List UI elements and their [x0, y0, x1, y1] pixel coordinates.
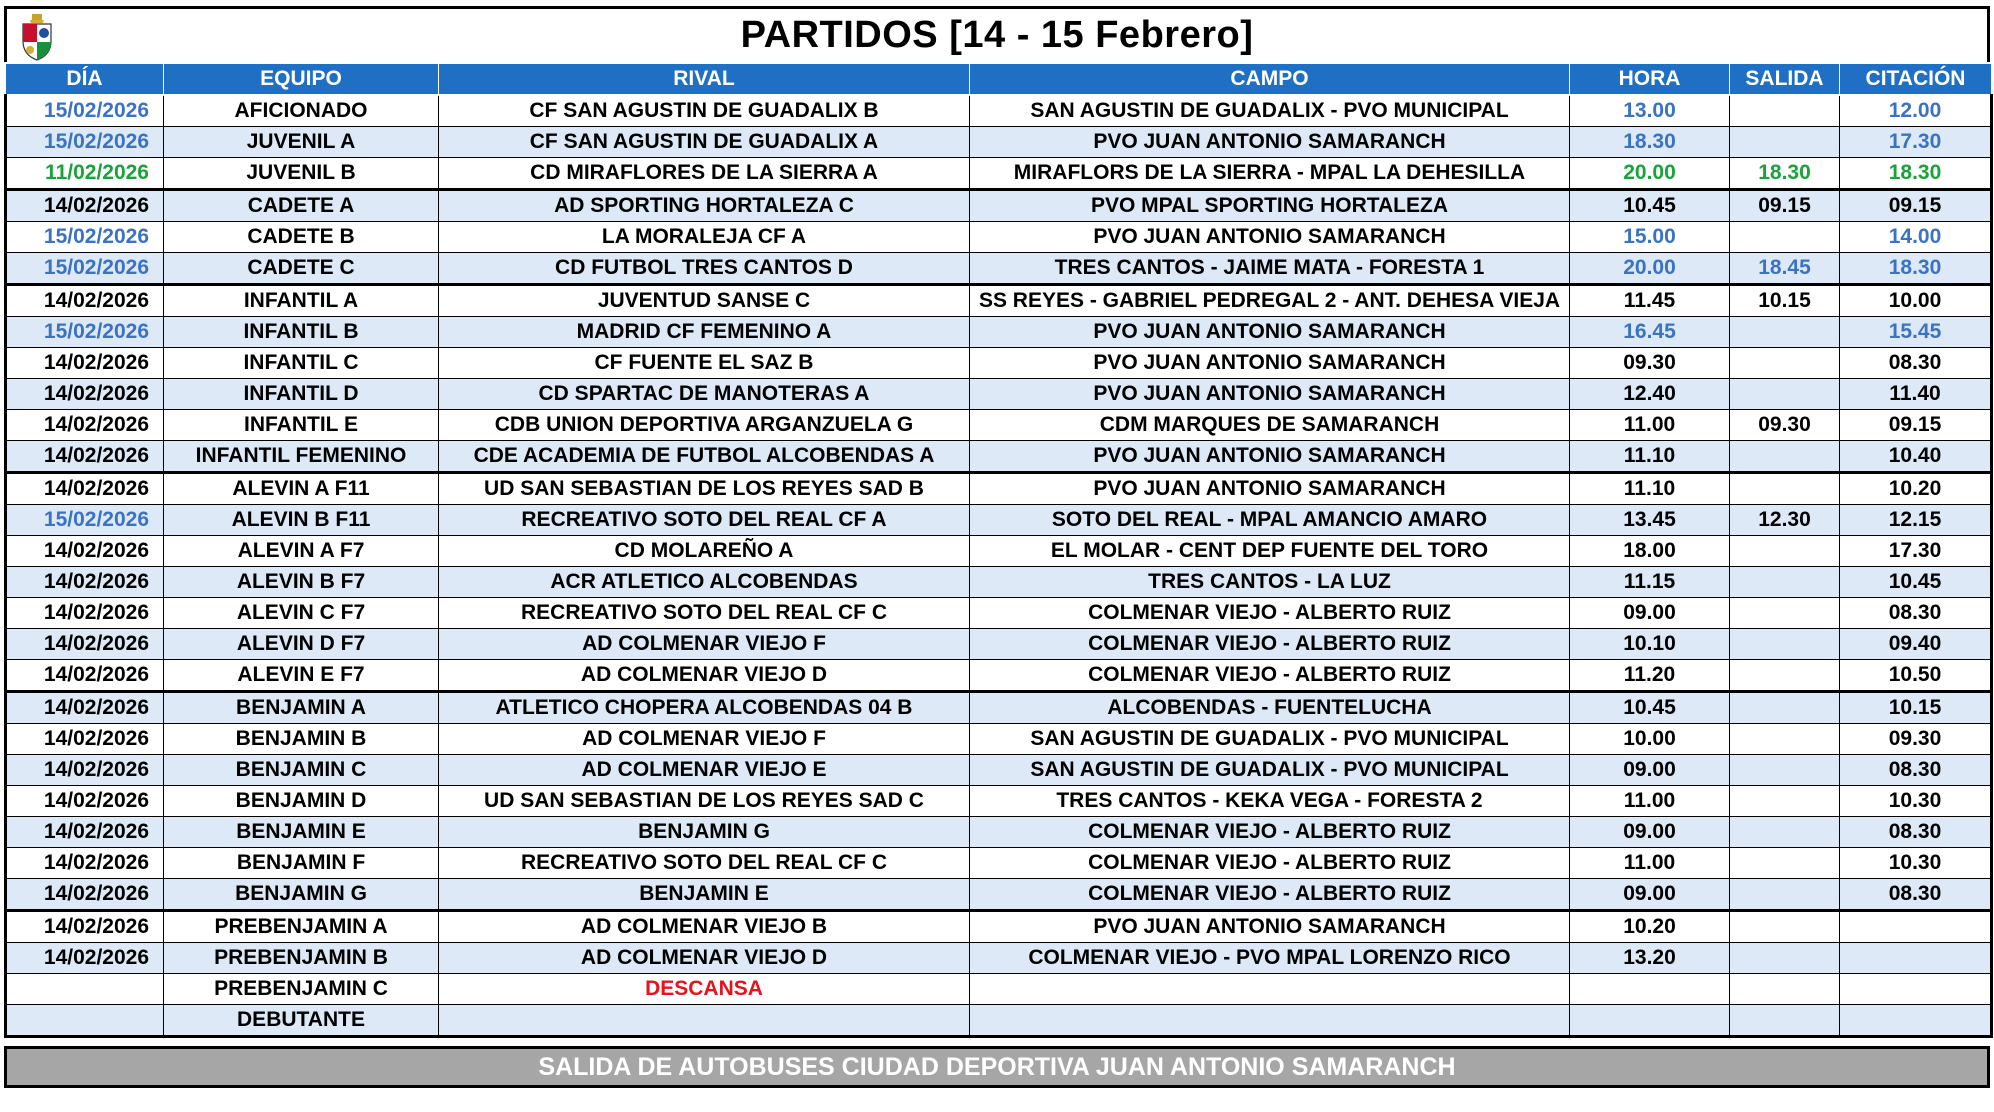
hora-cell: 10.20	[1570, 911, 1730, 943]
equipo-cell: ALEVIN C F7	[164, 598, 439, 629]
rival-cell: ATLETICO CHOPERA ALCOBENDAS 04 B	[439, 692, 970, 724]
dia-cell: 14/02/2026	[6, 379, 164, 410]
salida-cell: 09.30	[1730, 410, 1840, 441]
table-row	[6, 755, 1992, 786]
table-row	[6, 127, 1992, 158]
table-row	[6, 692, 1992, 724]
citacion-cell: 15.45	[1840, 317, 1992, 348]
column-header-equipo: EQUIPO	[164, 63, 439, 95]
table-row	[6, 317, 1992, 348]
matches-table	[4, 62, 1993, 1038]
hora-cell: 09.00	[1570, 598, 1730, 629]
citacion-cell: 17.30	[1840, 536, 1992, 567]
rival-cell: CF SAN AGUSTIN DE GUADALIX A	[439, 127, 970, 158]
campo-cell: ALCOBENDAS - FUENTELUCHA	[970, 692, 1570, 724]
dia-cell: 14/02/2026	[6, 285, 164, 317]
table-row	[6, 158, 1992, 190]
salida-cell	[1730, 629, 1840, 660]
table-row	[6, 848, 1992, 879]
rival-cell: MADRID CF FEMENINO A	[439, 317, 970, 348]
citacion-cell: 08.30	[1840, 348, 1992, 379]
rival-cell: RECREATIVO SOTO DEL REAL CF C	[439, 598, 970, 629]
dia-cell: 14/02/2026	[6, 911, 164, 943]
salida-cell	[1730, 848, 1840, 879]
rival-cell	[439, 1005, 970, 1037]
table-row	[6, 879, 1992, 911]
equipo-cell: ALEVIN E F7	[164, 660, 439, 692]
campo-cell: COLMENAR VIEJO - ALBERTO RUIZ	[970, 629, 1570, 660]
campo-cell: SS REYES - GABRIEL PEDREGAL 2 - ANT. DEHESA VIEJA	[970, 285, 1570, 317]
equipo-cell: ALEVIN A F7	[164, 536, 439, 567]
club-crest-icon	[17, 13, 57, 61]
campo-cell: PVO JUAN ANTONIO SAMARANCH	[970, 379, 1570, 410]
dia-cell: 14/02/2026	[6, 410, 164, 441]
salida-cell	[1730, 911, 1840, 943]
table-row	[6, 943, 1992, 974]
dia-cell: 15/02/2026	[6, 95, 164, 127]
citacion-cell: 08.30	[1840, 879, 1992, 911]
dia-cell: 14/02/2026	[6, 848, 164, 879]
citacion-cell: 10.30	[1840, 848, 1992, 879]
equipo-cell: BENJAMIN G	[164, 879, 439, 911]
salida-cell	[1730, 974, 1840, 1005]
salida-cell	[1730, 379, 1840, 410]
campo-cell: TRES CANTOS - KEKA VEGA - FORESTA 2	[970, 786, 1570, 817]
campo-cell: PVO JUAN ANTONIO SAMARANCH	[970, 911, 1570, 943]
rival-cell: UD SAN SEBASTIAN DE LOS REYES SAD C	[439, 786, 970, 817]
salida-cell	[1730, 817, 1840, 848]
hora-cell: 11.00	[1570, 848, 1730, 879]
campo-cell: PVO JUAN ANTONIO SAMARANCH	[970, 127, 1570, 158]
equipo-cell: BENJAMIN E	[164, 817, 439, 848]
campo-cell: COLMENAR VIEJO - ALBERTO RUIZ	[970, 598, 1570, 629]
citacion-cell: 09.40	[1840, 629, 1992, 660]
table-row	[6, 598, 1992, 629]
citacion-cell: 08.30	[1840, 817, 1992, 848]
salida-cell	[1730, 879, 1840, 911]
citacion-cell: 08.30	[1840, 598, 1992, 629]
rival-cell: JUVENTUD SANSE C	[439, 285, 970, 317]
citacion-cell	[1840, 1005, 1992, 1037]
table-row	[6, 441, 1992, 473]
rival-cell: CD MIRAFLORES DE LA SIERRA A	[439, 158, 970, 190]
rival-cell: BENJAMIN G	[439, 817, 970, 848]
campo-cell: MIRAFLORS DE LA SIERRA - MPAL LA DEHESILLA	[970, 158, 1570, 190]
rival-cell: AD COLMENAR VIEJO D	[439, 943, 970, 974]
rival-cell: RECREATIVO SOTO DEL REAL CF A	[439, 505, 970, 536]
campo-cell: EL MOLAR - CENT DEP FUENTE DEL TORO	[970, 536, 1570, 567]
table-row	[6, 786, 1992, 817]
salida-cell	[1730, 943, 1840, 974]
campo-cell: COLMENAR VIEJO - ALBERTO RUIZ	[970, 817, 1570, 848]
hora-cell: 11.10	[1570, 441, 1730, 473]
table-row	[6, 95, 1992, 127]
rival-cell: DESCANSA	[439, 974, 970, 1005]
salida-cell	[1730, 441, 1840, 473]
campo-cell: SAN AGUSTIN DE GUADALIX - PVO MUNICIPAL	[970, 724, 1570, 755]
salida-cell	[1730, 127, 1840, 158]
table-body	[6, 95, 1992, 1037]
column-header-citacion: CITACIÓN	[1840, 63, 1992, 95]
dia-cell: 14/02/2026	[6, 724, 164, 755]
salida-cell: 18.30	[1730, 158, 1840, 190]
salida-cell: 18.45	[1730, 253, 1840, 285]
rival-cell: CDB UNION DEPORTIVA ARGANZUELA G	[439, 410, 970, 441]
table-row	[6, 473, 1992, 505]
citacion-cell: 10.40	[1840, 441, 1992, 473]
equipo-cell: BENJAMIN D	[164, 786, 439, 817]
dia-cell: 14/02/2026	[6, 629, 164, 660]
salida-cell	[1730, 1005, 1840, 1037]
dia-cell: 15/02/2026	[6, 222, 164, 253]
equipo-cell: ALEVIN D F7	[164, 629, 439, 660]
equipo-cell: DEBUTANTE	[164, 1005, 439, 1037]
hora-cell: 18.30	[1570, 127, 1730, 158]
equipo-cell: INFANTIL B	[164, 317, 439, 348]
rival-cell: CD MOLAREÑO A	[439, 536, 970, 567]
table-row	[6, 222, 1992, 253]
salida-cell	[1730, 755, 1840, 786]
campo-cell	[970, 1005, 1570, 1037]
rival-cell: AD COLMENAR VIEJO F	[439, 629, 970, 660]
citacion-cell: 10.20	[1840, 473, 1992, 505]
campo-cell: PVO JUAN ANTONIO SAMARANCH	[970, 473, 1570, 505]
table-header-row	[6, 63, 1992, 95]
campo-cell: PVO JUAN ANTONIO SAMARANCH	[970, 317, 1570, 348]
hora-cell: 09.00	[1570, 817, 1730, 848]
campo-cell: PVO MPAL SPORTING HORTALEZA	[970, 190, 1570, 222]
equipo-cell: INFANTIL C	[164, 348, 439, 379]
equipo-cell: ALEVIN B F7	[164, 567, 439, 598]
hora-cell	[1570, 974, 1730, 1005]
hora-cell: 09.30	[1570, 348, 1730, 379]
hora-cell: 11.15	[1570, 567, 1730, 598]
citacion-cell	[1840, 974, 1992, 1005]
hora-cell: 20.00	[1570, 253, 1730, 285]
equipo-cell: PREBENJAMIN A	[164, 911, 439, 943]
hora-cell: 09.00	[1570, 755, 1730, 786]
hora-cell: 20.00	[1570, 158, 1730, 190]
table-row	[6, 817, 1992, 848]
salida-cell	[1730, 724, 1840, 755]
equipo-cell: CADETE C	[164, 253, 439, 285]
dia-cell: 11/02/2026	[6, 158, 164, 190]
dia-cell: 14/02/2026	[6, 536, 164, 567]
citacion-cell: 08.30	[1840, 755, 1992, 786]
dia-cell: 14/02/2026	[6, 879, 164, 911]
dia-cell: 14/02/2026	[6, 190, 164, 222]
table-row	[6, 974, 1992, 1005]
column-header-campo: CAMPO	[970, 63, 1570, 95]
campo-cell: CDM MARQUES DE SAMARANCH	[970, 410, 1570, 441]
hora-cell: 10.45	[1570, 692, 1730, 724]
table-row	[6, 629, 1992, 660]
hora-cell: 12.40	[1570, 379, 1730, 410]
citacion-cell: 11.40	[1840, 379, 1992, 410]
dia-cell: 14/02/2026	[6, 817, 164, 848]
rival-cell: LA MORALEJA CF A	[439, 222, 970, 253]
dia-cell: 15/02/2026	[6, 127, 164, 158]
salida-cell	[1730, 348, 1840, 379]
rival-cell: CF FUENTE EL SAZ B	[439, 348, 970, 379]
equipo-cell: JUVENIL B	[164, 158, 439, 190]
citacion-cell: 10.00	[1840, 285, 1992, 317]
rival-cell: CDE ACADEMIA DE FUTBOL ALCOBENDAS A	[439, 441, 970, 473]
campo-cell: PVO JUAN ANTONIO SAMARANCH	[970, 348, 1570, 379]
hora-cell: 10.10	[1570, 629, 1730, 660]
campo-cell: COLMENAR VIEJO - PVO MPAL LORENZO RICO	[970, 943, 1570, 974]
hora-cell	[1570, 1005, 1730, 1037]
hora-cell: 11.10	[1570, 473, 1730, 505]
citacion-cell: 12.00	[1840, 95, 1992, 127]
rival-cell: AD COLMENAR VIEJO B	[439, 911, 970, 943]
equipo-cell: BENJAMIN F	[164, 848, 439, 879]
citacion-cell: 10.30	[1840, 786, 1992, 817]
rival-cell: AD COLMENAR VIEJO D	[439, 660, 970, 692]
table-row	[6, 505, 1992, 536]
salida-cell	[1730, 692, 1840, 724]
salida-cell	[1730, 222, 1840, 253]
dia-cell: 14/02/2026	[6, 692, 164, 724]
table-row	[6, 911, 1992, 943]
equipo-cell: INFANTIL FEMENINO	[164, 441, 439, 473]
rival-cell: BENJAMIN E	[439, 879, 970, 911]
table-row	[6, 285, 1992, 317]
dia-cell: 14/02/2026	[6, 660, 164, 692]
dia-cell: 15/02/2026	[6, 505, 164, 536]
table-row	[6, 379, 1992, 410]
hora-cell: 11.45	[1570, 285, 1730, 317]
salida-cell: 10.15	[1730, 285, 1840, 317]
hora-cell: 13.00	[1570, 95, 1730, 127]
campo-cell: PVO JUAN ANTONIO SAMARANCH	[970, 441, 1570, 473]
campo-cell: PVO JUAN ANTONIO SAMARANCH	[970, 222, 1570, 253]
column-header-dia: DÍA	[6, 63, 164, 95]
equipo-cell: AFICIONADO	[164, 95, 439, 127]
dia-cell: 15/02/2026	[6, 317, 164, 348]
rival-cell: ACR ATLETICO ALCOBENDAS	[439, 567, 970, 598]
salida-cell	[1730, 660, 1840, 692]
citacion-cell: 10.15	[1840, 692, 1992, 724]
rival-cell: UD SAN SEBASTIAN DE LOS REYES SAD B	[439, 473, 970, 505]
equipo-cell: BENJAMIN C	[164, 755, 439, 786]
equipo-cell: PREBENJAMIN C	[164, 974, 439, 1005]
dia-cell: 14/02/2026	[6, 598, 164, 629]
hora-cell: 11.20	[1570, 660, 1730, 692]
citacion-cell: 10.50	[1840, 660, 1992, 692]
table-row	[6, 1005, 1992, 1037]
citacion-cell: 10.45	[1840, 567, 1992, 598]
salida-cell	[1730, 786, 1840, 817]
rival-cell: AD SPORTING HORTALEZA C	[439, 190, 970, 222]
campo-cell: TRES CANTOS - JAIME MATA - FORESTA 1	[970, 253, 1570, 285]
salida-cell	[1730, 473, 1840, 505]
table-row	[6, 190, 1992, 222]
dia-cell: 14/02/2026	[6, 786, 164, 817]
hora-cell: 11.00	[1570, 410, 1730, 441]
equipo-cell: INFANTIL A	[164, 285, 439, 317]
salida-cell	[1730, 567, 1840, 598]
hora-cell: 16.45	[1570, 317, 1730, 348]
hora-cell: 15.00	[1570, 222, 1730, 253]
equipo-cell: PREBENJAMIN B	[164, 943, 439, 974]
salida-cell	[1730, 598, 1840, 629]
dia-cell: 14/02/2026	[6, 473, 164, 505]
schedule-sheet	[4, 6, 1990, 1088]
campo-cell	[970, 974, 1570, 1005]
salida-cell: 09.15	[1730, 190, 1840, 222]
citacion-cell: 09.30	[1840, 724, 1992, 755]
equipo-cell: BENJAMIN A	[164, 692, 439, 724]
hora-cell: 18.00	[1570, 536, 1730, 567]
citacion-cell: 18.30	[1840, 158, 1992, 190]
rival-cell: AD COLMENAR VIEJO F	[439, 724, 970, 755]
salida-cell	[1730, 95, 1840, 127]
table-row	[6, 660, 1992, 692]
citacion-cell	[1840, 943, 1992, 974]
campo-cell: SAN AGUSTIN DE GUADALIX - PVO MUNICIPAL	[970, 95, 1570, 127]
equipo-cell: ALEVIN B F11	[164, 505, 439, 536]
salida-cell	[1730, 536, 1840, 567]
table-row	[6, 536, 1992, 567]
hora-cell: 13.20	[1570, 943, 1730, 974]
hora-cell: 13.45	[1570, 505, 1730, 536]
campo-cell: SOTO DEL REAL - MPAL AMANCIO AMARO	[970, 505, 1570, 536]
campo-cell: TRES CANTOS - LA LUZ	[970, 567, 1570, 598]
page-title: PARTIDOS [14 - 15 Febrero]	[740, 14, 1254, 56]
footer-text: SALIDA DE AUTOBUSES CIUDAD DEPORTIVA JUAN ANTONIO SAMARANCH	[538, 1052, 1456, 1081]
dia-cell: 15/02/2026	[6, 253, 164, 285]
footer-banner	[4, 1046, 1990, 1088]
column-header-rival: RIVAL	[439, 63, 970, 95]
citacion-cell: 18.30	[1840, 253, 1992, 285]
hora-cell: 11.00	[1570, 786, 1730, 817]
table-row	[6, 348, 1992, 379]
dia-cell: 14/02/2026	[6, 441, 164, 473]
dia-cell: 14/02/2026	[6, 567, 164, 598]
dia-cell: 14/02/2026	[6, 348, 164, 379]
table-row	[6, 410, 1992, 441]
citacion-cell	[1840, 911, 1992, 943]
equipo-cell: CADETE A	[164, 190, 439, 222]
rival-cell: CD FUTBOL TRES CANTOS D	[439, 253, 970, 285]
dia-cell	[6, 974, 164, 1005]
table-row	[6, 567, 1992, 598]
salida-cell: 12.30	[1730, 505, 1840, 536]
hora-cell: 10.00	[1570, 724, 1730, 755]
citacion-cell: 14.00	[1840, 222, 1992, 253]
citacion-cell: 09.15	[1840, 410, 1992, 441]
rival-cell: AD COLMENAR VIEJO E	[439, 755, 970, 786]
hora-cell: 09.00	[1570, 879, 1730, 911]
equipo-cell: BENJAMIN B	[164, 724, 439, 755]
campo-cell: COLMENAR VIEJO - ALBERTO RUIZ	[970, 879, 1570, 911]
column-header-hora: HORA	[1570, 63, 1730, 95]
equipo-cell: ALEVIN A F11	[164, 473, 439, 505]
equipo-cell: JUVENIL A	[164, 127, 439, 158]
table-row	[6, 253, 1992, 285]
dia-cell: 14/02/2026	[6, 755, 164, 786]
hora-cell: 10.45	[1570, 190, 1730, 222]
citacion-cell: 17.30	[1840, 127, 1992, 158]
campo-cell: SAN AGUSTIN DE GUADALIX - PVO MUNICIPAL	[970, 755, 1570, 786]
rival-cell: CF SAN AGUSTIN DE GUADALIX B	[439, 95, 970, 127]
equipo-cell: INFANTIL D	[164, 379, 439, 410]
citacion-cell: 12.15	[1840, 505, 1992, 536]
rival-cell: CD SPARTAC DE MANOTERAS A	[439, 379, 970, 410]
dia-cell	[6, 1005, 164, 1037]
equipo-cell: INFANTIL E	[164, 410, 439, 441]
citacion-cell: 09.15	[1840, 190, 1992, 222]
title-bar	[4, 6, 1990, 62]
equipo-cell: CADETE B	[164, 222, 439, 253]
campo-cell: COLMENAR VIEJO - ALBERTO RUIZ	[970, 660, 1570, 692]
dia-cell: 14/02/2026	[6, 943, 164, 974]
campo-cell: COLMENAR VIEJO - ALBERTO RUIZ	[970, 848, 1570, 879]
rival-cell: RECREATIVO SOTO DEL REAL CF C	[439, 848, 970, 879]
table-row	[6, 724, 1992, 755]
column-header-salida: SALIDA	[1730, 63, 1840, 95]
salida-cell	[1730, 317, 1840, 348]
